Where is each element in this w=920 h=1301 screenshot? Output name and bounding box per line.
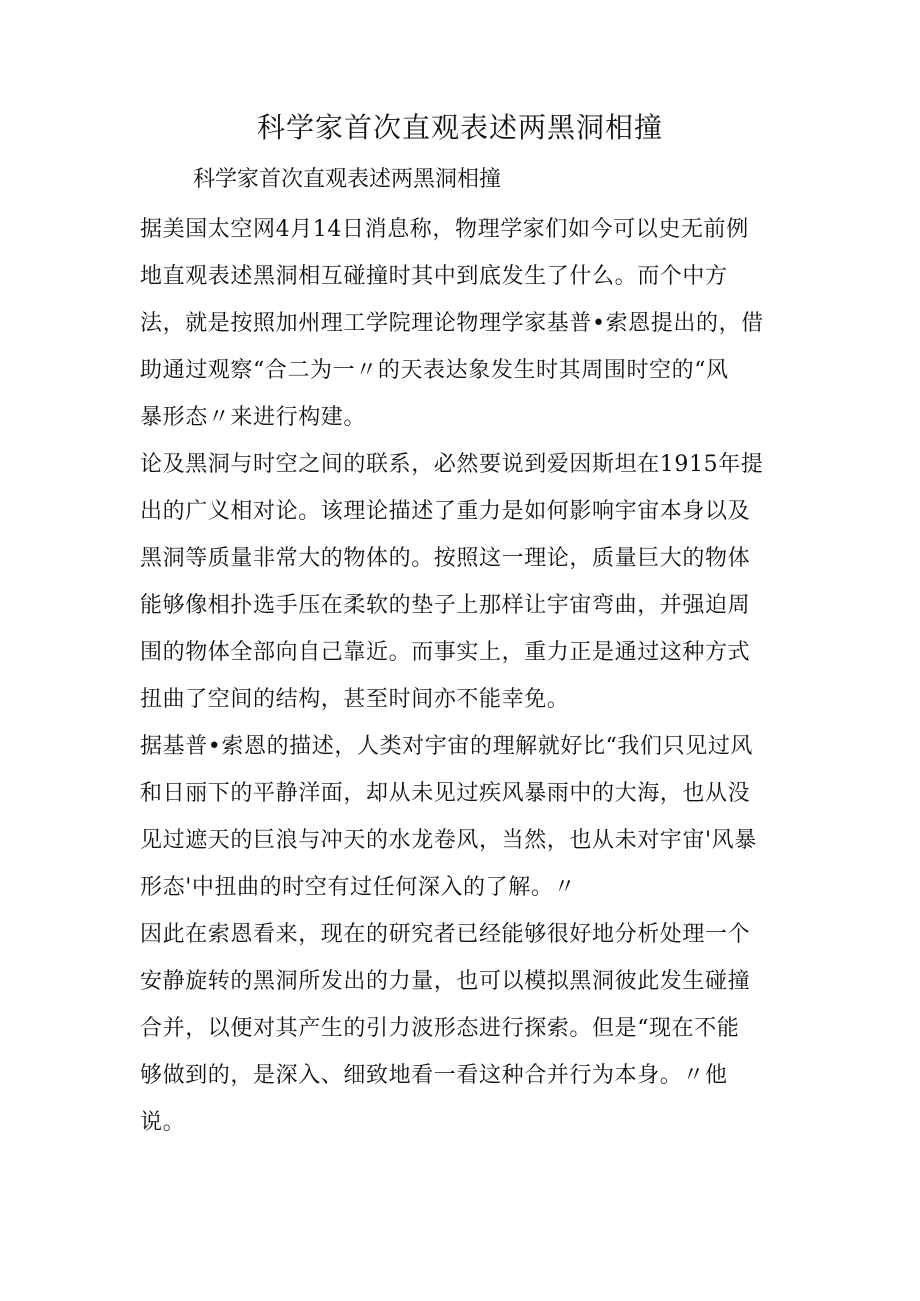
body-line: 说。 [140, 1110, 186, 1135]
body-line: 安静旋转的黑洞所发出的力量，也可以模拟黑洞彼此发生碰撞 [140, 969, 751, 994]
body-line: 出的广义相对论。该理论描述了重力是如何影响宇宙本身以及 [140, 499, 751, 524]
body-line: 地直观表述黑洞相互碰撞时其中到底发生了什么。而个中方 [140, 264, 728, 289]
body-line: 扭曲了空间的结构，甚至时间亦不能幸免。 [140, 687, 570, 712]
body-line: 暴形态〃来进行构建。 [140, 405, 367, 430]
body-line: 黑洞等质量非常大的物体的。按照这一理论，质量巨大的物体 [140, 546, 751, 571]
document-title: 科学家首次直观表述两黑洞相撞 [256, 111, 663, 144]
body-line: 和日丽下的平静洋面，却从未见过疾风暴雨中的大海，也从没 [140, 781, 751, 806]
body-line: 见过遮天的巨浪与冲天的水龙卷风，当然，也从未对宇宙'风暴 [140, 828, 757, 853]
document-body [140, 206, 800, 1146]
body-line: 据基普•索恩的描述，人类对宇宙的理解就好比“我们只见过风 [140, 734, 754, 759]
body-line: 形态'中扭曲的时空有过任何深入的了解。〃 [140, 875, 577, 900]
body-line: 法，就是按照加州理工学院理论物理学家基普•索恩提出的，借 [140, 311, 764, 336]
body-line: 能够像相扑选手压在柔软的垫子上那样让宇宙弯曲，并强迫周 [140, 593, 751, 618]
document-subtitle: 科学家首次直观表述两黑洞相撞 [193, 167, 502, 192]
body-line: 围的物体全部向自己靠近。而事实上，重力正是通过这种方式 [140, 640, 751, 665]
body-line: 因此在索恩看来，现在的研究者已经能够很好地分析处理一个 [140, 922, 751, 947]
body-line: 合并，以便对其产生的引力波形态进行探索。但是“现在不能 [140, 1016, 740, 1041]
body-line: 据美国太空网4月14日消息称，物理学家们如今可以史无前例 [140, 217, 749, 242]
body-line: 论及黑洞与时空之间的联系，必然要说到爱因斯坦在1915年提 [140, 452, 764, 477]
body-line: 助通过观察“合二为一〃的天表达象发生时其周围时空的“风 [140, 358, 729, 383]
body-line: 够做到的，是深入、细致地看一看这种合并行为本身。〃他 [140, 1063, 728, 1088]
